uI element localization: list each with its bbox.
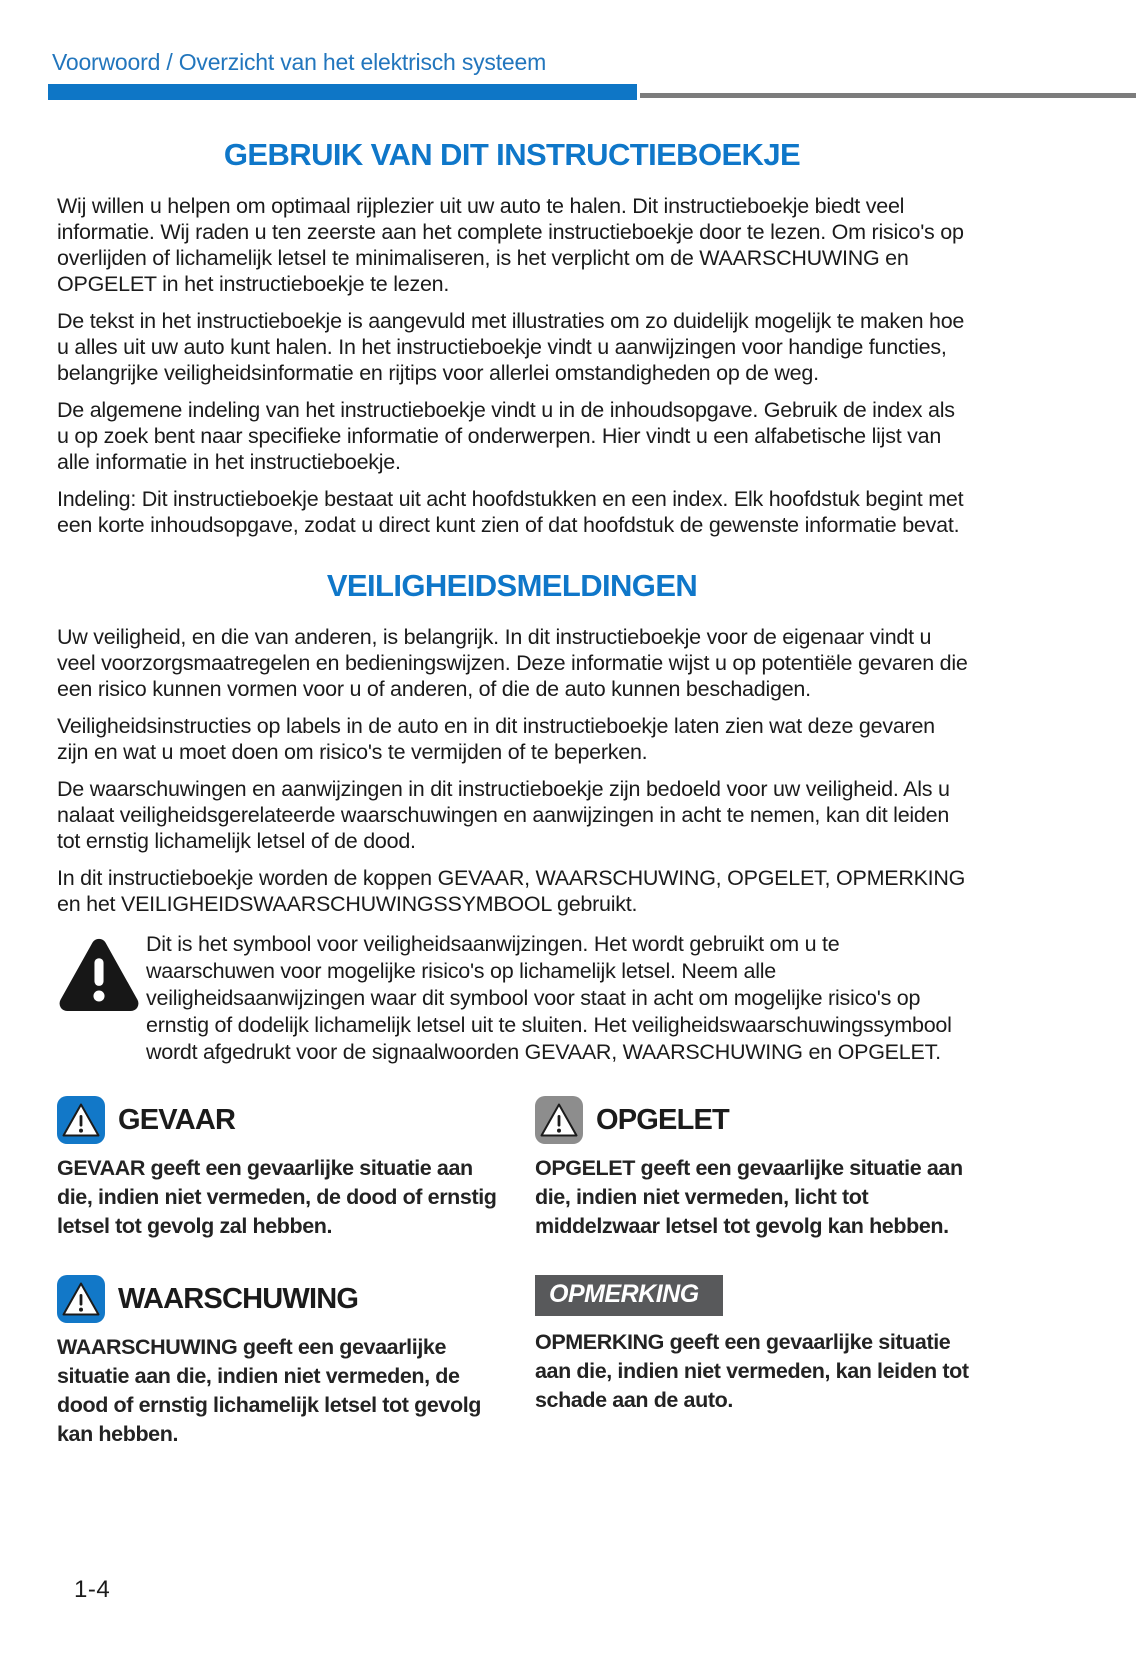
paragraph: Veiligheidsinstructies op labels in de auto en in dit instructieboekje laten zien wat deze gevaren zijn en wat u moet doen om risico's te vermijden of te beperken. <box>57 714 935 765</box>
callout-opgelet-label: OPGELET <box>596 1103 729 1136</box>
page-number: 1-4 <box>74 1576 111 1603</box>
danger-warning-triangle-icon <box>57 1096 105 1144</box>
callouts-left-column <box>57 1096 497 1483</box>
callout-gevaar-header <box>57 1096 497 1144</box>
paragraph: Wij willen u helpen om optimaal rijplezier uit uw auto te halen. Dit instructieboekje biedt veel informatie. Wij raden u ten zeerste aan het complete instructieboekje door te lezen. Om risico's op overlijden of lichamelijk letsel te minimaliseren, is het verplicht om de WAARSCHUWING en OPGELET in het instructieboekje te lezen. <box>57 194 964 297</box>
callout-opgelet <box>535 1096 975 1241</box>
callout-gevaar-label: GEVAAR <box>118 1103 236 1136</box>
callouts-right-column <box>535 1096 975 1483</box>
callout-opmerking <box>535 1275 975 1415</box>
callout-waarschuwing-body: WAARSCHUWING geeft een gevaarlijke situatie aan die, indien niet vermeden, de dood of ernstig lichamelijk letsel tot gevolg kan hebben. <box>57 1335 482 1447</box>
safety-symbol-note <box>57 931 969 1066</box>
breadcrumb: Voorwoord / Overzicht van het elektrisch systeem <box>52 49 547 75</box>
signal-word-callouts <box>0 1096 1142 1483</box>
page-header <box>0 0 1142 101</box>
section-gebruik <box>0 137 969 538</box>
callout-gevaar <box>57 1096 497 1241</box>
section-title-veiligheidsmeldingen: VEILIGHEIDSMELDINGEN <box>326 568 698 604</box>
header-divider-line <box>640 93 1136 98</box>
safety-alert-icon <box>57 931 146 1066</box>
opmerking-badge: OPMERKING <box>535 1275 723 1316</box>
callout-gevaar-body: GEVAAR geeft een gevaarlijke situatie aan die, indien niet vermeden, de dood of ernstig letsel tot gevolg zal hebben. <box>57 1156 497 1239</box>
safety-symbol-note-text: Dit is het symbool voor veiligheidsaanwijzingen. Het wordt gebruikt om u te waarschuwen voor mogelijke risico's op lichamelijk letsel. Neem alle veiligheidsaanwijzingen waar dit symbool voor staat in acht om mogelijke risico's op ernstig of dodelijk lichamelijk letsel uit te sluiten. Het veiligheidswaarschuwingssymbool wordt afgedrukt voor de signaalwoorden GEVAAR, WAARSCHUWING en OPGELET. <box>146 932 952 1065</box>
danger-warning-triangle-icon <box>57 1275 105 1323</box>
callout-opgelet-header <box>535 1096 975 1144</box>
paragraph: De waarschuwingen en aanwijzingen in dit instructieboekje zijn bedoeld voor uw veiligheid. Als u nalaat veiligheidsgerelateerde waarschuwingen en aanwijzingen in acht te nemen, kan dit leiden tot ernstig lichamelijk letsel of de dood. <box>57 777 950 854</box>
caution-warning-triangle-icon <box>535 1096 583 1144</box>
header-accent-bar <box>48 84 637 100</box>
callout-opgelet-body: OPGELET geeft een gevaarlijke situatie aan die, indien niet vermeden, licht tot middelzwaar letsel tot gevolg kan hebben. <box>535 1156 963 1239</box>
callout-waarschuwing <box>57 1275 497 1449</box>
paragraph: Indeling: Dit instructieboekje bestaat uit acht hoofdstukken en een index. Elk hoofdstuk begint met een korte inhoudsopgave, zodat u direct kunt zien of dat hoofdstuk de gewenste informatie bevat. <box>57 487 964 538</box>
callout-waarschuwing-label: WAARSCHUWING <box>118 1282 359 1315</box>
section-title-gebruik: GEBRUIK VAN DIT INSTRUCTIEBOEKJE <box>223 137 801 173</box>
section-veiligheidsmeldingen <box>0 568 969 1066</box>
paragraph: In dit instructieboekje worden de koppen GEVAAR, WAARSCHUWING, OPGELET, OPMERKING en het VEILIGHEIDSWAARSCHUWINGSSYMBOOL gebruikt. <box>57 866 966 917</box>
paragraph: De tekst in het instructieboekje is aangevuld met illustraties om zo duidelijk mogelijk te maken hoe u alles uit uw auto kunt halen. In het instructieboekje vindt u aanwijzingen voor handige functies, belangrijke veiligheidsinformatie en rijtips voor allerlei omstandigheden op de weg. <box>57 309 965 386</box>
callout-waarschuwing-header <box>57 1275 497 1323</box>
callout-opmerking-body: OPMERKING geeft een gevaarlijke situatie aan die, indien niet vermeden, kan leiden tot schade aan de auto. <box>535 1330 969 1413</box>
paragraph: De algemene indeling van het instructieboekje vindt u in de inhoudsopgave. Gebruik de index als u op zoek bent naar specifieke informatie of onderwerpen. Hier vindt u een alfabetische lijst van alle informatie in het instructieboekje. <box>57 398 955 475</box>
header-rule <box>48 84 1136 101</box>
paragraph: Uw veiligheid, en die van anderen, is belangrijk. In dit instructieboekje voor de eigenaar vindt u veel voorzorgsmaatregelen en bedieningswijzen. Deze informatie wijst u op potentiële gevaren die een risico kunnen vormen voor u of anderen, of die de auto kunnen beschadigen. <box>57 625 968 702</box>
